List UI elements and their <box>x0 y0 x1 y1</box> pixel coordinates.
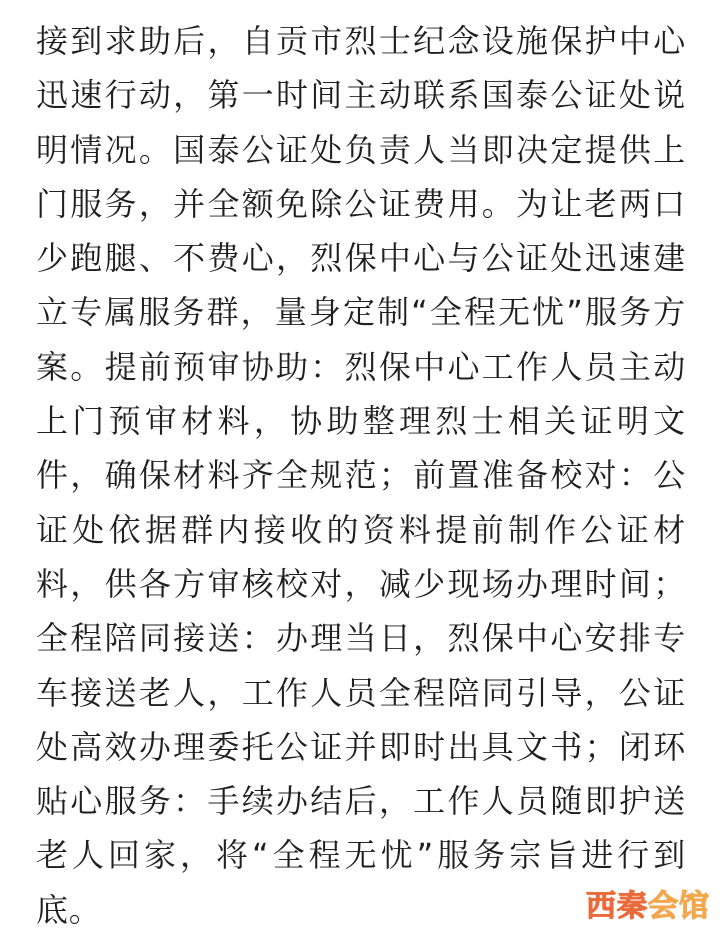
article-paragraph: 接到求助后，自贡市烈士纪念设施保护中心迅速行动，第一时间主动联系国泰公证处说明情况。国泰公证处负责人当即决定提供上门服务，并全额免除公证费用。为让老两口少跑腿、不费心，烈保中心与公证处迅速建立专属服务群，量身定制“全程无忧”服务方案。提前预审协助：烈保中心工作人员主动上门预审材料，协助整理烈士相关证明文件，确保材料齐全规范；前置准备校对：公证处依据群内接收的资料提前制作公证材料，供各方审核校对，减少现场办理时间；全程陪同接送：办理当日，烈保中心安排专车接送老人，工作人员全程陪同引导，公证处高效办理委托公证并即时出具文书；闭环贴心服务：手续办结后，工作人员随即护送老人回家，将“全程无忧”服务宗旨进行到底。 <box>36 22 686 929</box>
watermark-text-part2: 会馆 <box>648 889 710 924</box>
watermark-logo <box>586 881 710 925</box>
watermark-text-part1: 西秦 <box>586 889 648 924</box>
